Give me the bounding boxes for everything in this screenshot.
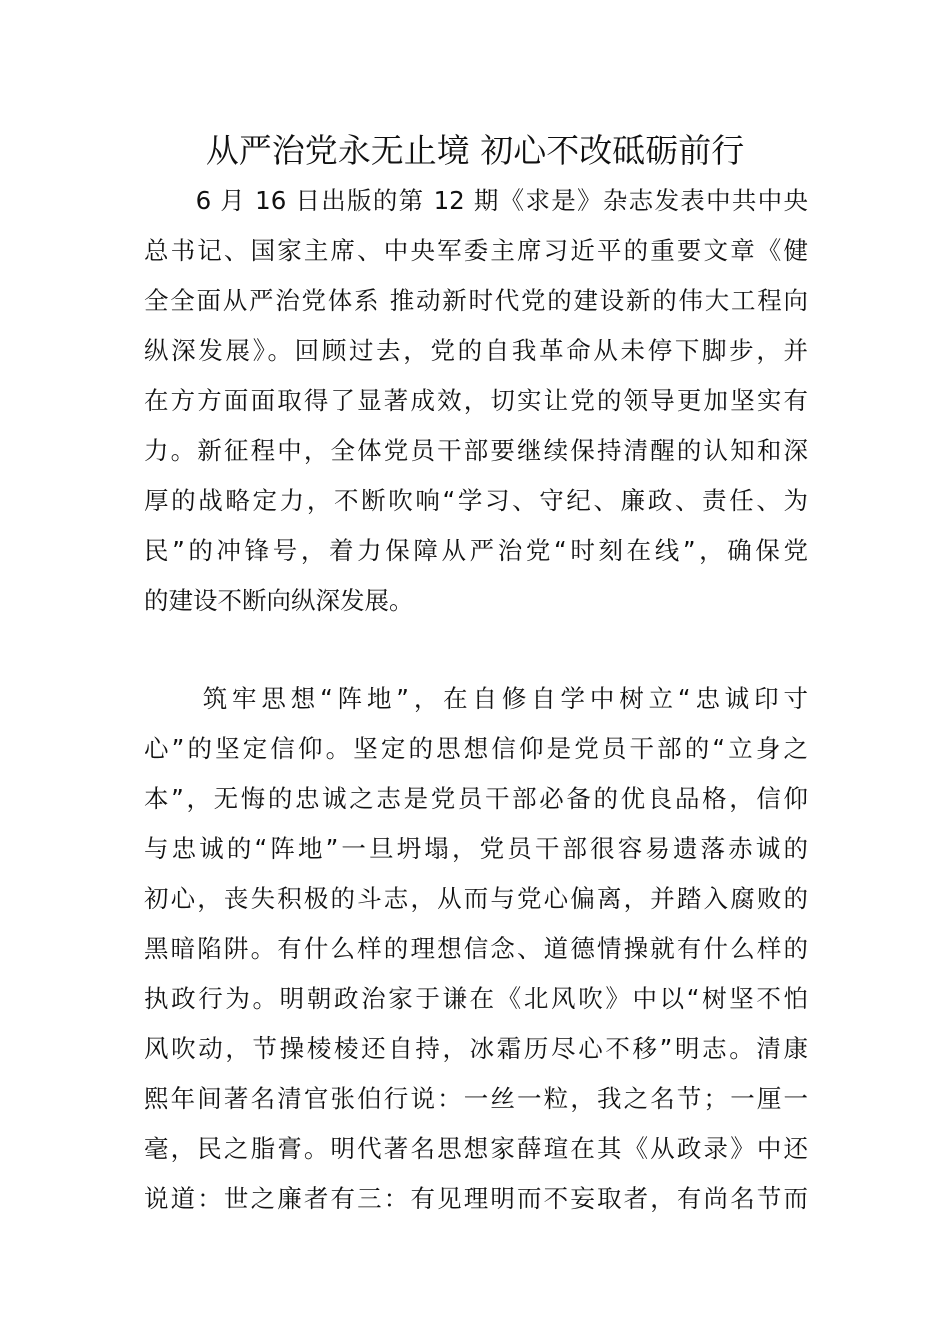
text-line: 本”，无悔的忠诚之志是党员干部必备的优良品格，信仰 <box>144 784 808 813</box>
paragraph-1 <box>144 176 808 626</box>
paragraph-2 <box>144 674 808 1224</box>
text-line: 的建设不断向纵深发展。 <box>144 586 414 615</box>
text-line: 风吹动，节操棱棱还自持，冰霜历尽心不移”明志。清康 <box>144 1034 808 1063</box>
text-line: 全全面从严治党体系 推动新时代党的建设新的伟大工程向 <box>144 286 808 315</box>
text-line: 厚的战略定力，不断吹响“学习、守纪、廉政、责任、为 <box>144 486 808 515</box>
text-line: 黑暗陷阱。有什么样的理想信念、道德情操就有什么样的 <box>144 934 808 963</box>
text-line: 心”的坚定信仰。坚定的思想信仰是党员干部的“立身之 <box>144 734 808 763</box>
text-line: 在方方面面取得了显著成效，切实让党的领导更加坚实有 <box>144 386 808 415</box>
text-line: 总书记、国家主席、中央军委主席习近平的重要文章《健 <box>144 236 808 265</box>
text-line: 与忠诚的“阵地”一旦坍塌，党员干部很容易遗落赤诚的 <box>144 834 808 863</box>
text-line: 纵深发展》。回顾过去，党的自我革命从未停下脚步，并 <box>144 336 808 365</box>
text-line: 6 月 16 日出版的第 12 期《求是》杂志发表中共中央 <box>144 186 808 215</box>
text-line: 筑牢思想“阵地”，在自修自学中树立“忠诚印寸 <box>144 684 808 713</box>
text-line: 初心，丧失积极的斗志，从而与党心偏离，并踏入腐败的 <box>144 884 808 913</box>
text-line: 执政行为。明朝政治家于谦在《北风吹》中以“树坚不怕 <box>144 984 808 1013</box>
text-line: 说道：世之廉者有三：有见理明而不妄取者，有尚名节而 <box>144 1184 808 1213</box>
document-title: 从严治党永无止境 初心不改砥砺前行 <box>205 131 745 170</box>
text-line: 毫，民之脂膏。明代著名思想家薛瑄在其《从政录》中还 <box>144 1134 808 1163</box>
text-line: 熙年间著名清官张伯行说：一丝一粒，我之名节；一厘一 <box>144 1084 808 1113</box>
text-line: 民”的冲锋号，着力保障从严治党“时刻在线”，确保党 <box>144 536 808 565</box>
text-line: 力。新征程中，全体党员干部要继续保持清醒的认知和深 <box>144 436 808 465</box>
